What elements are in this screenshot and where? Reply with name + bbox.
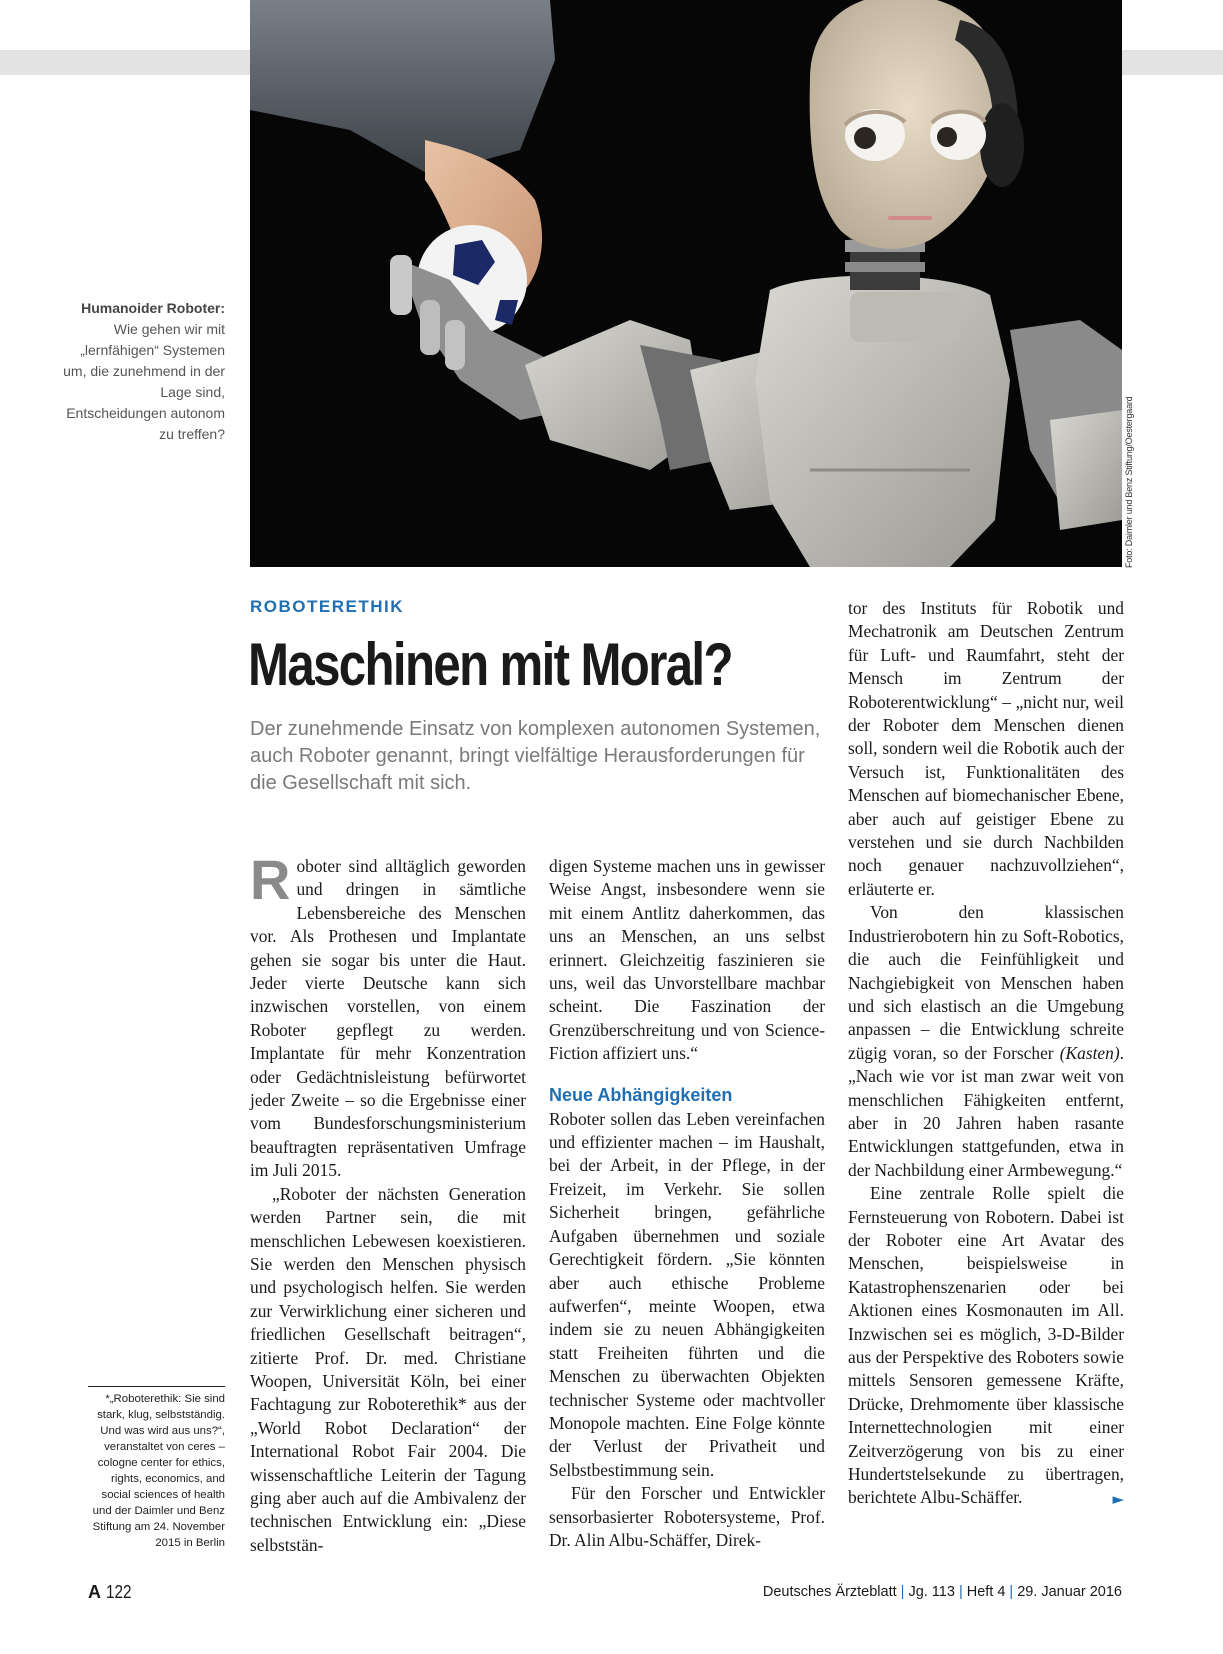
kasten-reference: (Kasten) (1059, 1042, 1120, 1063)
humanoid-robot-photo-icon (250, 0, 1122, 567)
text-column-3 (848, 597, 1124, 1512)
journal-issue: Heft 4 (966, 1584, 1006, 1600)
journal-name: Deutsches Ärzteblatt (762, 1584, 897, 1600)
journal-date: 29. Januar 2016 (1017, 1584, 1122, 1600)
section-subhead: Neue Abhängigkeiten (549, 1084, 733, 1105)
paragraph-text: oboter sind alltäglich geworden und dringen in sämtliche Lebensbereiche des Menschen vor. Als Prothesen und Implantate gehen sie sogar bis unter die Haut. Jeder vierte Deutsche kann sich inzwischen vorstellen, von einem Roboter gepflegt zu werden. Implantate für mehr Konzentration oder Gedächtnisleistung befürwortet jeder Zweite – so die Ergebnisse einer vom Bundesforschungsministerium beauftragten repräsentativen Umfrage im Juli 2015. (250, 856, 526, 1181)
paragraph: „Roboter der nächsten Generation werden Partner sein, die mit menschlichen Lebewesen koexistieren. Sie werden den Menschen physisch und psychologisch helfen. Sie werden zur Verwirklichung einer sicheren und friedlichen Gesellschaft beitragen“, zitierte Prof. Dr. med. Christiane Woopen, Universität Köln, bei einer Fachtagung zur Roboterethik* aus der „World Robot Declaration“ der International Robot Fair 2004. Die wissenschaftliche Leiterin der Tagung ging aber auch auf die Ambivalenz der technischen Entwicklung ein: „Diese selbststän- (250, 1183, 526, 1555)
footer-separator: | (900, 1584, 905, 1600)
drop-cap: R (250, 848, 291, 911)
continue-arrow-icon: ► (1112, 1490, 1124, 1509)
footer-separator: | (958, 1584, 963, 1600)
paragraph (848, 1182, 1124, 1510)
paragraph-text: . „Nach wie vor ist man zwar weit von menschlichen Fähigkeiten entfernt, aber in 20 Jahren haben rasante Entwicklungen stattgefunden, etwa in der Nachbildung einer Armbewegung.“ (848, 1042, 1124, 1180)
photo-caption (60, 298, 225, 445)
photo-credit: Foto: Daimler und Benz Stiftung/Oestergaard (1124, 396, 1134, 568)
paragraph: digen Systeme machen uns in gewisser Weise Angst, insbesondere wenn sie mit einem Antlitz daherkommen, das uns an Menschen, an uns selbst erinnert. Gleichzeitig faszinieren sie uns, weil das Unvorstellbare machbar scheint. Die Faszination der Grenzüberschreitung und von Science-Fiction affiziert uns.“ (549, 856, 825, 1064)
caption-text: Wie gehen wir mit „lernfähigen“ Systemen um, die zunehmend in der Lage sind, Entscheidungen autonom zu treffen? (63, 321, 225, 442)
paragraph: Roboter sollen das Leben vereinfachen und effizienter machen – im Haushalt, bei der Arbeit, in der Pflege, in der Freizeit, im Verkehr. Sie sollen Sicherheit bringen, gefährliche Aufgaben übernehmen und soziale Gerechtigkeit fördern. „Sie könnten aber auch ethische Probleme aufwerfen“, meinte Woopen, etwa indem sie zu neuen Abhängigkeiten statt Freiheiten führten und die Menschen zu überwachten Objekten technischer Systeme oder machtvoller Monopole machten. Eine Folge könnte der Verlust der Privatheit und Selbstbestimmung sein. (549, 1108, 825, 1480)
paragraph (250, 848, 526, 1183)
article-headline: Maschinen mit Moral? (248, 631, 732, 698)
page-letter: A (88, 1582, 101, 1602)
journal-footer (763, 1584, 1122, 1600)
article-kicker: ROBOTERETHIK (250, 597, 404, 616)
paragraph: Für den Forscher und Entwickler sensorbasierter Robotersysteme, Prof. Dr. Alin Albu-Schäffer, Direk- (549, 1483, 825, 1550)
page-number (88, 1582, 136, 1603)
journal-volume: Jg. 113 (908, 1584, 955, 1600)
text-column-1 (250, 848, 526, 1557)
paragraph-text: Eine zentrale Rolle spielt die Fernsteuerung von Robotern. Dabei ist der Roboter eine Art Avatar des Menschen, beispielsweise in Katastrophenszenarien oder bei Aktionen eines Kosmonauten im All. Inzwischen sei es möglich, 3-D-Bilder aus der Perspektive des Roboters sowie mittels Sensoren gemessene Kräfte, Drücke, Drehmomente über klassische Internettechnologien mit einer Zeitverzögerung von bis zu einer Hundertstelsekunde zu übertragen, berichtete Albu-Schäffer. (848, 1183, 1124, 1508)
article-photo (250, 0, 1122, 567)
text-column-2 (549, 855, 825, 1552)
page-number-value: 122 (106, 1582, 132, 1602)
caption-bold: Humanoider Roboter: (81, 300, 225, 316)
article-lead: Der zunehmende Einsatz von komplexen autonomen Systemen, auch Roboter genannt, bringt vielfältige Herausforderungen für die Gesellschaft mit sich. (250, 718, 821, 794)
paragraph: tor des Instituts für Robotik und Mechatronik am Deutschen Zentrum für Luft- und Raumfahrt, steht der Mensch im Zentrum der Roboterentwicklung“ – „nicht nur, weil der Roboter dem Menschen dienen soll, sondern weil die Robotik auch der Versuch ist, Funktionalitäten des Menschen auf biomechanischer Ebene, aber auch auf geistiger Ebene zu verstehen und sie durch Nachbilden noch genauer nachzuvollziehen“, erläuterte er. (848, 598, 1124, 899)
footer-separator: | (1009, 1584, 1014, 1600)
paragraph (848, 901, 1124, 1182)
footnote: *„Roboterethik: Sie sind stark, klug, selbstständig. Und was wird aus uns?“, veranstaltet von ceres – cologne center for ethics, rights, economics, and social sciences of health und der Daimler und Benz Stiftung am 24. November 2015 in Berlin (88, 1386, 225, 1551)
paragraph-text: Von den klassischen Industrierobotern hin zu Soft-Robotics, die auch die Feinfühligkeit und Nachgiebigkeit von Menschen haben und sich elastisch an die Umgebung anpassen – die Entwicklung schreite zügig voran, so der Forscher (848, 902, 1124, 1063)
